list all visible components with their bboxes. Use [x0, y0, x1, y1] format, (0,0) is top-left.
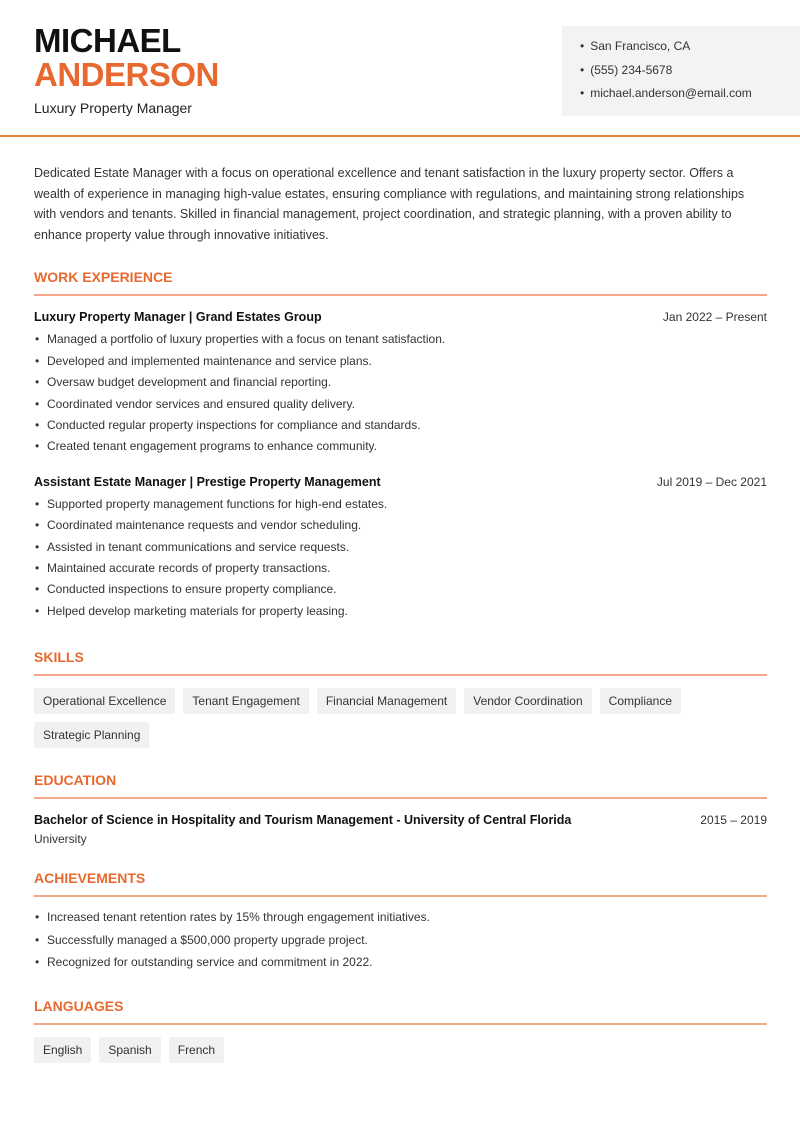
contact-box — [562, 26, 800, 116]
job-bullet: • Helped develop marketing materials for property leasing. — [34, 604, 767, 625]
job-entry — [34, 475, 767, 625]
job-bullet: • Supported property management functions for high-end estates. — [34, 497, 767, 518]
skill-tag: Tenant Engagement — [183, 688, 308, 714]
contact-location: • San Francisco, CA — [580, 39, 800, 63]
section-heading-achievements: ACHIEVEMENTS — [34, 870, 767, 897]
job-entry — [34, 310, 767, 460]
section-heading-skills: SKILLS — [34, 649, 767, 676]
skill-tag: Compliance — [600, 688, 681, 714]
skill-tag: Operational Excellence — [34, 688, 175, 714]
job-bullet: • Assisted in tenant communications and service requests. — [34, 540, 767, 561]
education-type: University — [34, 832, 87, 847]
language-tag: French — [169, 1037, 224, 1063]
job-bullet: • Conducted inspections to ensure property compliance. — [34, 582, 767, 603]
job-title: Assistant Estate Manager | Prestige Property Management — [34, 474, 381, 489]
job-bullet: • Created tenant engagement programs to enhance community. — [34, 439, 767, 460]
job-bullet: • Coordinated maintenance requests and vendor scheduling. — [34, 518, 767, 539]
language-tag: Spanish — [99, 1037, 160, 1063]
job-date: Jul 2019 – Dec 2021 — [656, 474, 767, 489]
education-entry — [34, 813, 767, 846]
achievement-item: • Recognized for outstanding service and commitment in 2022. — [34, 955, 767, 978]
job-bullet: • Coordinated vendor services and ensured quality delivery. — [34, 397, 767, 418]
job-title: Luxury Property Manager — [34, 100, 192, 116]
achievement-item: • Successfully managed a $500,000 property upgrade project. — [34, 933, 767, 956]
contact-email: • michael.anderson@email.com — [580, 86, 800, 110]
job-bullet: • Managed a portfolio of luxury properties with a focus on tenant satisfaction. — [34, 332, 767, 353]
degree: Bachelor of Science in Hospitality and Tourism Management - University of Central Florida — [34, 813, 572, 828]
education-date: 2015 – 2019 — [700, 813, 767, 828]
job-date: Jan 2022 – Present — [662, 310, 767, 325]
language-tag: English — [34, 1037, 91, 1063]
section-heading-languages: LANGUAGES — [34, 998, 767, 1025]
contact-phone: • (555) 234-5678 — [580, 63, 800, 87]
skill-tag: Financial Management — [317, 688, 456, 714]
first-name: MICHAEL — [34, 22, 181, 59]
job-title: Luxury Property Manager | Grand Estates Group — [34, 310, 322, 325]
section-heading-education: EDUCATION — [34, 772, 767, 799]
skill-tag: Vendor Coordination — [464, 688, 591, 714]
skill-tag: Strategic Planning — [34, 722, 149, 748]
achievement-item: • Increased tenant retention rates by 15% through engagement initiatives. — [34, 910, 767, 933]
job-bullet: • Oversaw budget development and financial reporting. — [34, 375, 767, 396]
job-bullet: • Maintained accurate records of property transactions. — [34, 561, 767, 582]
last-name: ANDERSON — [34, 56, 219, 93]
section-heading-work: WORK EXPERIENCE — [34, 269, 767, 296]
job-bullet: • Conducted regular property inspections for compliance and standards. — [34, 418, 767, 439]
resume-header — [0, 0, 800, 137]
job-bullet: • Developed and implemented maintenance and service plans. — [34, 354, 767, 375]
summary: Dedicated Estate Manager with a focus on operational excellence and tenant satisfaction in the luxury property sector. Offers a wealth of experience in managing high-value estates, ensuring compliance with regulations, and maintaining strong relationships with vendors and tenants. Skilled in financial management, project coordination, and strategic planning, with a proven ability to enhance property value through innovative initiatives. — [34, 166, 745, 242]
